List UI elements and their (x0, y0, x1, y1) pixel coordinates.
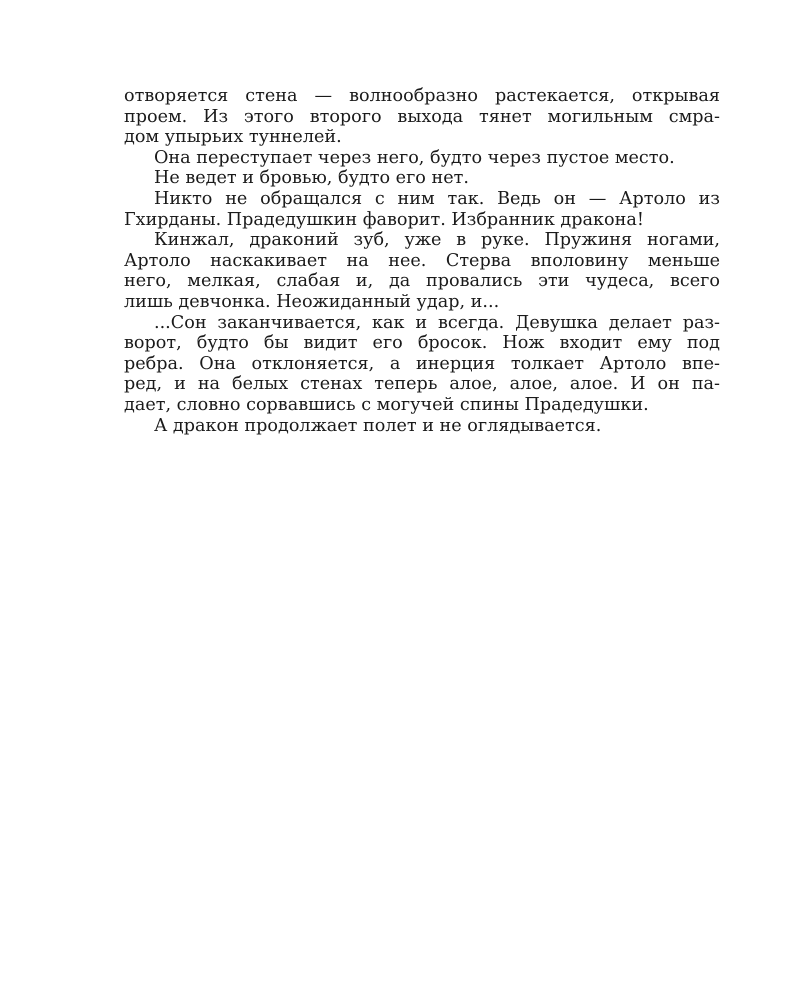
text-line: Артоло наскакивает на нее. Стерва вполовину меньше (124, 250, 720, 271)
text-line: Гхирданы. Прадедушкин фаворит. Избранник дракона! (124, 209, 644, 230)
text-line: ред, и на белых стенах теперь алое, алое, алое. И он па- (124, 374, 720, 395)
text-line: Кинжал, драконий зуб, уже в руке. Пружиня ногами, (154, 230, 720, 251)
text-line: А дракон продолжает полет и не оглядывается. (154, 415, 602, 436)
text-line: проем. Из этого второго выхода тянет могильным смра- (124, 106, 720, 127)
text-line: Никто не обращался с ним так. Ведь он — Артоло из (154, 188, 720, 209)
text-line: ребра. Она отклоняется, а инерция толкает Артоло впе- (124, 353, 720, 374)
text-line: дает, словно сорвавшись с могучей спины Прадедушки. (124, 394, 649, 415)
text-line: Она переступает через него, будто через пустое место. (154, 147, 675, 168)
text-line: лишь девчонка. Неожиданный удар, и... (124, 291, 500, 312)
text-line: дом упырьих туннелей. (124, 127, 342, 148)
text-line: ворот, будто бы видит его бросок. Нож входит ему под (124, 333, 720, 354)
text-line: Не ведет и бровью, будто его нет. (154, 168, 469, 189)
body-text (124, 86, 720, 436)
text-line: ...Сон заканчивается, как и всегда. Девушка делает раз- (154, 312, 720, 333)
text-line: отворяется стена — волнообразно растекается, открывая (124, 86, 720, 106)
text-line: него, мелкая, слабая и, да провались эти чудеса, всего (124, 271, 720, 292)
